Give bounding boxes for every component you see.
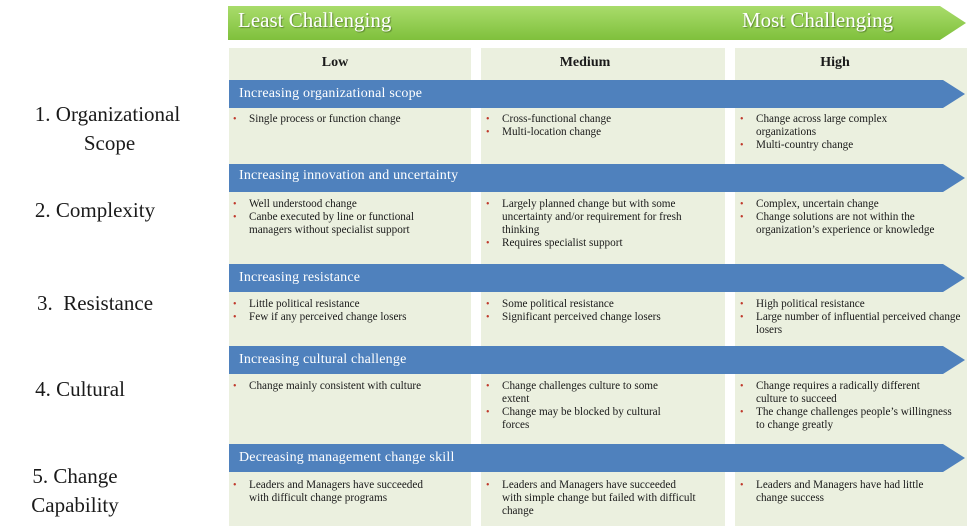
row-label-line: 5. Change: [32, 464, 118, 488]
list-item: • Complex, uncertain change: [738, 198, 964, 211]
band-label-capability: Decreasing management change skill: [239, 450, 455, 465]
list-item: • Change mainly consistent with culture: [231, 380, 431, 393]
column-header-low: Low: [321, 55, 349, 70]
list-item: • Few if any perceived change losers: [231, 311, 457, 324]
most-challenging-label: Most Challenging: [742, 8, 894, 32]
row-label-line: 1. Organizational: [34, 102, 181, 126]
row-label-line: Scope: [83, 131, 136, 155]
list-item: • Leaders and Managers have succeeded with difficult change programs: [231, 479, 431, 505]
cell-capability-high: [738, 479, 953, 505]
cell-scope-high: [738, 113, 938, 152]
list-item: • Change across large complex organizations: [738, 113, 938, 139]
list-item: • High political resistance: [738, 298, 964, 311]
cell-resistance-medium: [484, 298, 710, 324]
list-item: • The change challenges people’s willingness to change greatly: [738, 406, 953, 432]
band-label-scope: Increasing organizational scope: [239, 86, 423, 101]
band-label-cultural: Increasing cultural challenge: [239, 352, 407, 367]
list-item: • Leaders and Managers have succeeded with simple change but failed with difficult change: [484, 479, 696, 518]
list-item: • Little political resistance: [231, 298, 457, 311]
list-item: • Largely planned change but with some uncertainty and/or requirement for fresh thinking: [484, 198, 710, 237]
cell-complexity-medium: [484, 198, 710, 250]
list-item: • Multi-country change: [738, 139, 938, 152]
cell-cultural-low: [231, 380, 431, 393]
row-label-complexity: [0, 196, 190, 225]
band-label-resistance: Increasing resistance: [239, 270, 361, 285]
list-item: • Change challenges culture to some extent: [484, 380, 684, 406]
band-label-complexity: Increasing innovation and uncertainty: [239, 168, 459, 183]
list-item: • Requires specialist support: [484, 237, 710, 250]
list-item: • Change solutions are not within the organization’s experience or knowledge: [738, 211, 964, 237]
list-item: • Well understood change: [231, 198, 457, 211]
cell-capability-low: [231, 479, 431, 505]
row-label-line: 3. Resistance: [36, 291, 154, 315]
list-item: • Cross-functional change: [484, 113, 710, 126]
cell-complexity-high: [738, 198, 964, 237]
column-header-high: High: [820, 55, 850, 70]
row-label-line: 2. Complexity: [34, 198, 156, 222]
cell-cultural-high: [738, 380, 953, 432]
row-label-line: Capability: [31, 493, 119, 517]
list-item: • Multi-location change: [484, 126, 710, 139]
least-challenging-label: Least Challenging: [238, 8, 392, 32]
cell-resistance-low: [231, 298, 457, 324]
list-item: • Some political resistance: [484, 298, 710, 311]
row-label-cultural: [0, 375, 160, 404]
list-item: • Significant perceived change losers: [484, 311, 710, 324]
cell-cultural-medium: [484, 380, 684, 432]
list-item: • Canbe executed by line or functional managers without specialist support: [231, 211, 457, 237]
cell-scope-low: [231, 113, 457, 126]
column-header-medium: Medium: [559, 55, 611, 70]
row-label-line: 4. Cultural: [35, 377, 125, 401]
row-label-scope: [0, 100, 215, 158]
cell-scope-medium: [484, 113, 710, 139]
cell-resistance-high: [738, 298, 964, 337]
list-item: • Change requires a radically different culture to succeed: [738, 380, 953, 406]
list-item: • Leaders and Managers have had little change success: [738, 479, 953, 505]
list-item: • Single process or function change: [231, 113, 457, 126]
row-label-capability: [0, 462, 150, 520]
list-item: • Change may be blocked by cultural forces: [484, 406, 684, 432]
row-label-resistance: [0, 289, 190, 318]
cell-capability-medium: [484, 479, 696, 518]
list-item: • Large number of influential perceived change losers: [738, 311, 964, 337]
cell-complexity-low: [231, 198, 457, 237]
